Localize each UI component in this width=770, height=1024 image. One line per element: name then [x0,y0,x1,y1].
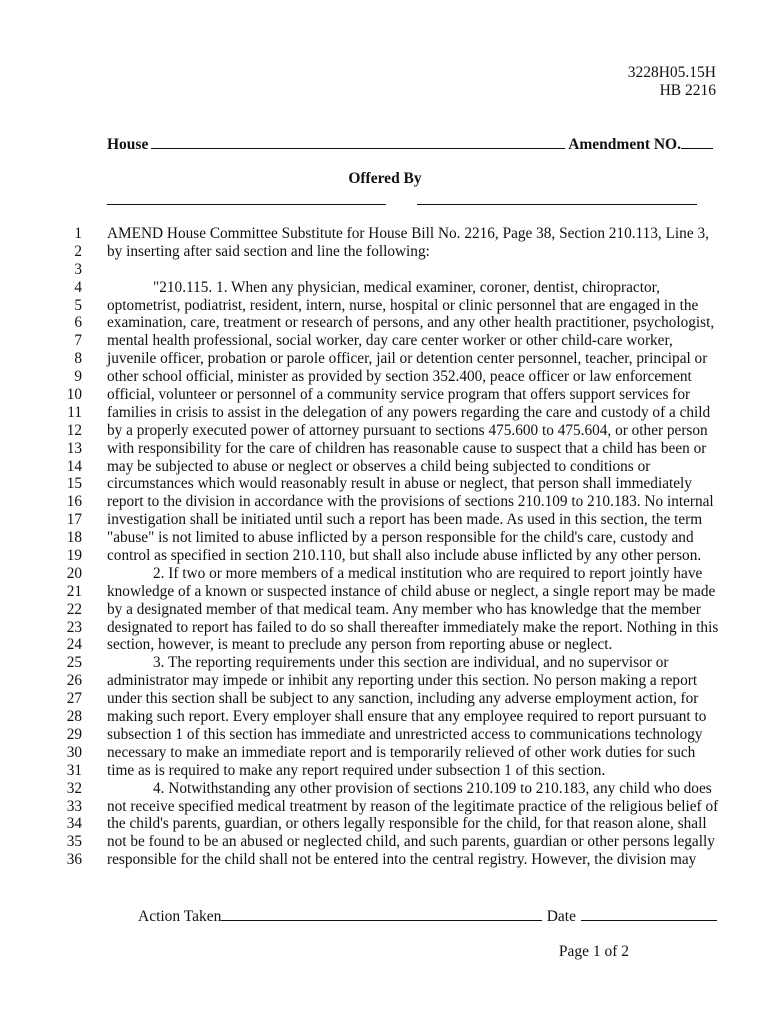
numbered-line [0,815,770,833]
line-number: 26 [66,672,82,690]
line-number: 17 [66,511,82,529]
numbered-line [0,404,770,422]
numbered-line [0,708,770,726]
line-number: 24 [66,636,82,654]
line-text: may be subjected to abuse or neglect or observes a child being subjected to conditions or [107,457,651,475]
date-blank [581,906,717,921]
numbered-line [0,386,770,404]
line-text: necessary to make an immediate report and is temporarily relieved of other work duties for such [107,743,696,761]
line-number: 3 [74,260,82,278]
numbered-line [0,332,770,350]
line-text: 2. If two or more members of a medical institution who are required to report jointly have [153,564,703,582]
line-number: 13 [66,439,82,457]
numbered-line [0,690,770,708]
numbered-line [0,350,770,368]
line-number: 27 [66,690,82,708]
line-text: optometrist, podiatrist, resident, intern, nurse, hospital or clinic personnel that are engaged in the [107,296,699,314]
numbered-line [0,368,770,386]
document-id [628,64,716,100]
numbered-line [0,619,770,637]
line-text: by a designated member of that medical team. Any member who has knowledge that the member [107,600,701,618]
amendment-body [0,225,770,869]
numbered-line [0,654,770,672]
line-number: 6 [74,314,82,332]
line-number: 4 [74,278,82,296]
line-text: designated to report has failed to do so shall thereafter immediately make the report. Nothing in this [107,618,719,636]
line-text: under this section shall be subject to any sanction, including any adverse employment action, for [107,690,699,708]
line-number: 20 [66,564,82,582]
numbered-line [0,547,770,565]
line-number: 22 [66,600,82,618]
line-text: "210.115. 1. When any physician, medical examiner, coroner, dentist, chiropractor, [153,278,660,296]
line-text: subsection 1 of this section has immediate and unrestricted access to communications technology [107,725,703,743]
numbered-line [0,314,770,332]
line-text: administrator may impede or inhibit any reporting under this section. No person making a report [107,672,698,690]
offered-by-label: Offered By [348,170,422,187]
numbered-line [0,583,770,601]
house-amendment-line [107,134,713,154]
line-text: not receive specified medical treatment by reason of the legitimate practice of the religious belief of [107,797,719,815]
numbered-line [0,744,770,762]
numbered-line [0,243,770,261]
line-text: mental health professional, social worker, day care center worker or other child-care worker, [107,332,673,350]
numbered-line [0,565,770,583]
line-number: 19 [66,547,82,565]
numbered-line [0,851,770,869]
line-number: 31 [66,761,82,779]
numbered-line [0,475,770,493]
district-signature-line [417,204,697,205]
line-number: 2 [74,242,82,260]
numbered-line [0,225,770,243]
line-text: families in crisis to assist in the delegation of any powers regarding the care and custody of a child [107,403,711,421]
line-number: 15 [66,475,82,493]
line-text: official, volunteer or personnel of a community service program that offers support services for [107,386,691,404]
line-number: 10 [66,386,82,404]
line-number: 34 [66,815,82,833]
doc-code: 3228H05.15H [627,64,716,81]
numbered-line [0,279,770,297]
house-label: House [107,136,149,153]
line-number: 35 [66,833,82,851]
line-text: report to the division in accordance with the provisions of sections 210.109 to 210.183. No internal [107,493,714,511]
numbered-line [0,493,770,511]
numbered-line [0,726,770,744]
line-number: 33 [66,797,82,815]
line-number: 9 [74,368,82,386]
line-text: not be found to be an abused or neglected child, and such parents, guardian or other persons legally [107,833,715,851]
numbered-line [0,762,770,780]
action-taken-blank [221,906,541,921]
line-number: 1 [74,225,82,242]
line-text: making such report. Every employer shall ensure that any employee required to report pursuant to [107,708,707,726]
line-text: control as specified in section 210.110, but shall also include abuse inflicted by any other person. [107,547,702,565]
line-number: 14 [66,457,82,475]
line-text: examination, care, treatment or research of persons, and any other health practitioner, psychologist, [107,314,715,332]
line-number: 30 [66,743,82,761]
line-text: juvenile officer, probation or parole officer, jail or detention center personnel, teacher, principal or [107,350,708,368]
action-taken-line [138,906,717,926]
line-text: knowledge of a known or suspected instance of child abuse or neglect, a single report may be made [107,582,716,600]
line-text: by inserting after said section and line the following: [107,242,430,260]
action-taken-label: Action Taken [138,908,222,925]
numbered-line [0,798,770,816]
line-number: 16 [66,493,82,511]
line-text: time as is required to make any report required under subsection 1 of this section. [107,761,606,779]
line-text: investigation shall be initiated until such a report has been made. As used in this section, the term [107,511,703,529]
line-text: the child's parents, guardian, or others legally responsible for the child, for that reason alone, shall [107,815,707,833]
amendment-number-blank [681,134,713,149]
date-label: Date [546,908,576,925]
bill-number: HB 2216 [659,82,716,99]
line-number: 36 [66,851,82,869]
line-number: 18 [66,529,82,547]
line-number: 12 [66,421,82,439]
line-text: "abuse" is not limited to abuse inflicted by a person responsible for the child's care, custody and [107,529,694,547]
line-number: 7 [74,332,82,350]
numbered-line [0,440,770,458]
line-text: by a properly executed power of attorney pursuant to sections 475.600 to 475.604, or other person [107,421,708,439]
line-text: 4. Notwithstanding any other provision of sections 210.109 to 210.183, any child who does [153,779,712,797]
line-text: AMEND House Committee Substitute for House Bill No. 2216, Page 38, Section 210.113, Line 3, [107,225,709,242]
line-text: other school official, minister as provided by section 352.400, peace officer or law enforcement [107,368,692,386]
line-number: 21 [66,582,82,600]
numbered-line [0,529,770,547]
numbered-line [0,297,770,315]
numbered-line [0,511,770,529]
numbered-line [0,780,770,798]
line-text: circumstances which would reasonably result in abuse or neglect, that person shall immediately [107,475,692,493]
page-number: Page 1 of 2 [558,943,629,960]
line-number: 28 [66,708,82,726]
line-text: with responsibility for the care of children has reasonable cause to suspect that a child has been or [107,439,707,457]
amendment-label: Amendment NO. [568,136,681,153]
line-number: 25 [66,654,82,672]
numbered-line [0,458,770,476]
numbered-line [0,833,770,851]
house-blank [151,134,565,149]
numbered-line [0,672,770,690]
numbered-line [0,422,770,440]
line-text: responsible for the child shall not be entered into the central registry. However, the division may [107,851,697,869]
line-number: 23 [66,618,82,636]
sponsor-signature-line [107,204,386,205]
line-text: section, however, is meant to preclude any person from reporting abuse or neglect. [107,636,613,654]
line-number: 11 [67,403,82,421]
line-number: 8 [74,350,82,368]
line-text: 3. The reporting requirements under this section are individual, and no supervisor or [153,654,669,672]
line-number: 32 [66,779,82,797]
numbered-line [0,636,770,654]
line-number: 5 [74,296,82,314]
line-number: 29 [66,725,82,743]
numbered-line [0,261,770,279]
numbered-line [0,601,770,619]
